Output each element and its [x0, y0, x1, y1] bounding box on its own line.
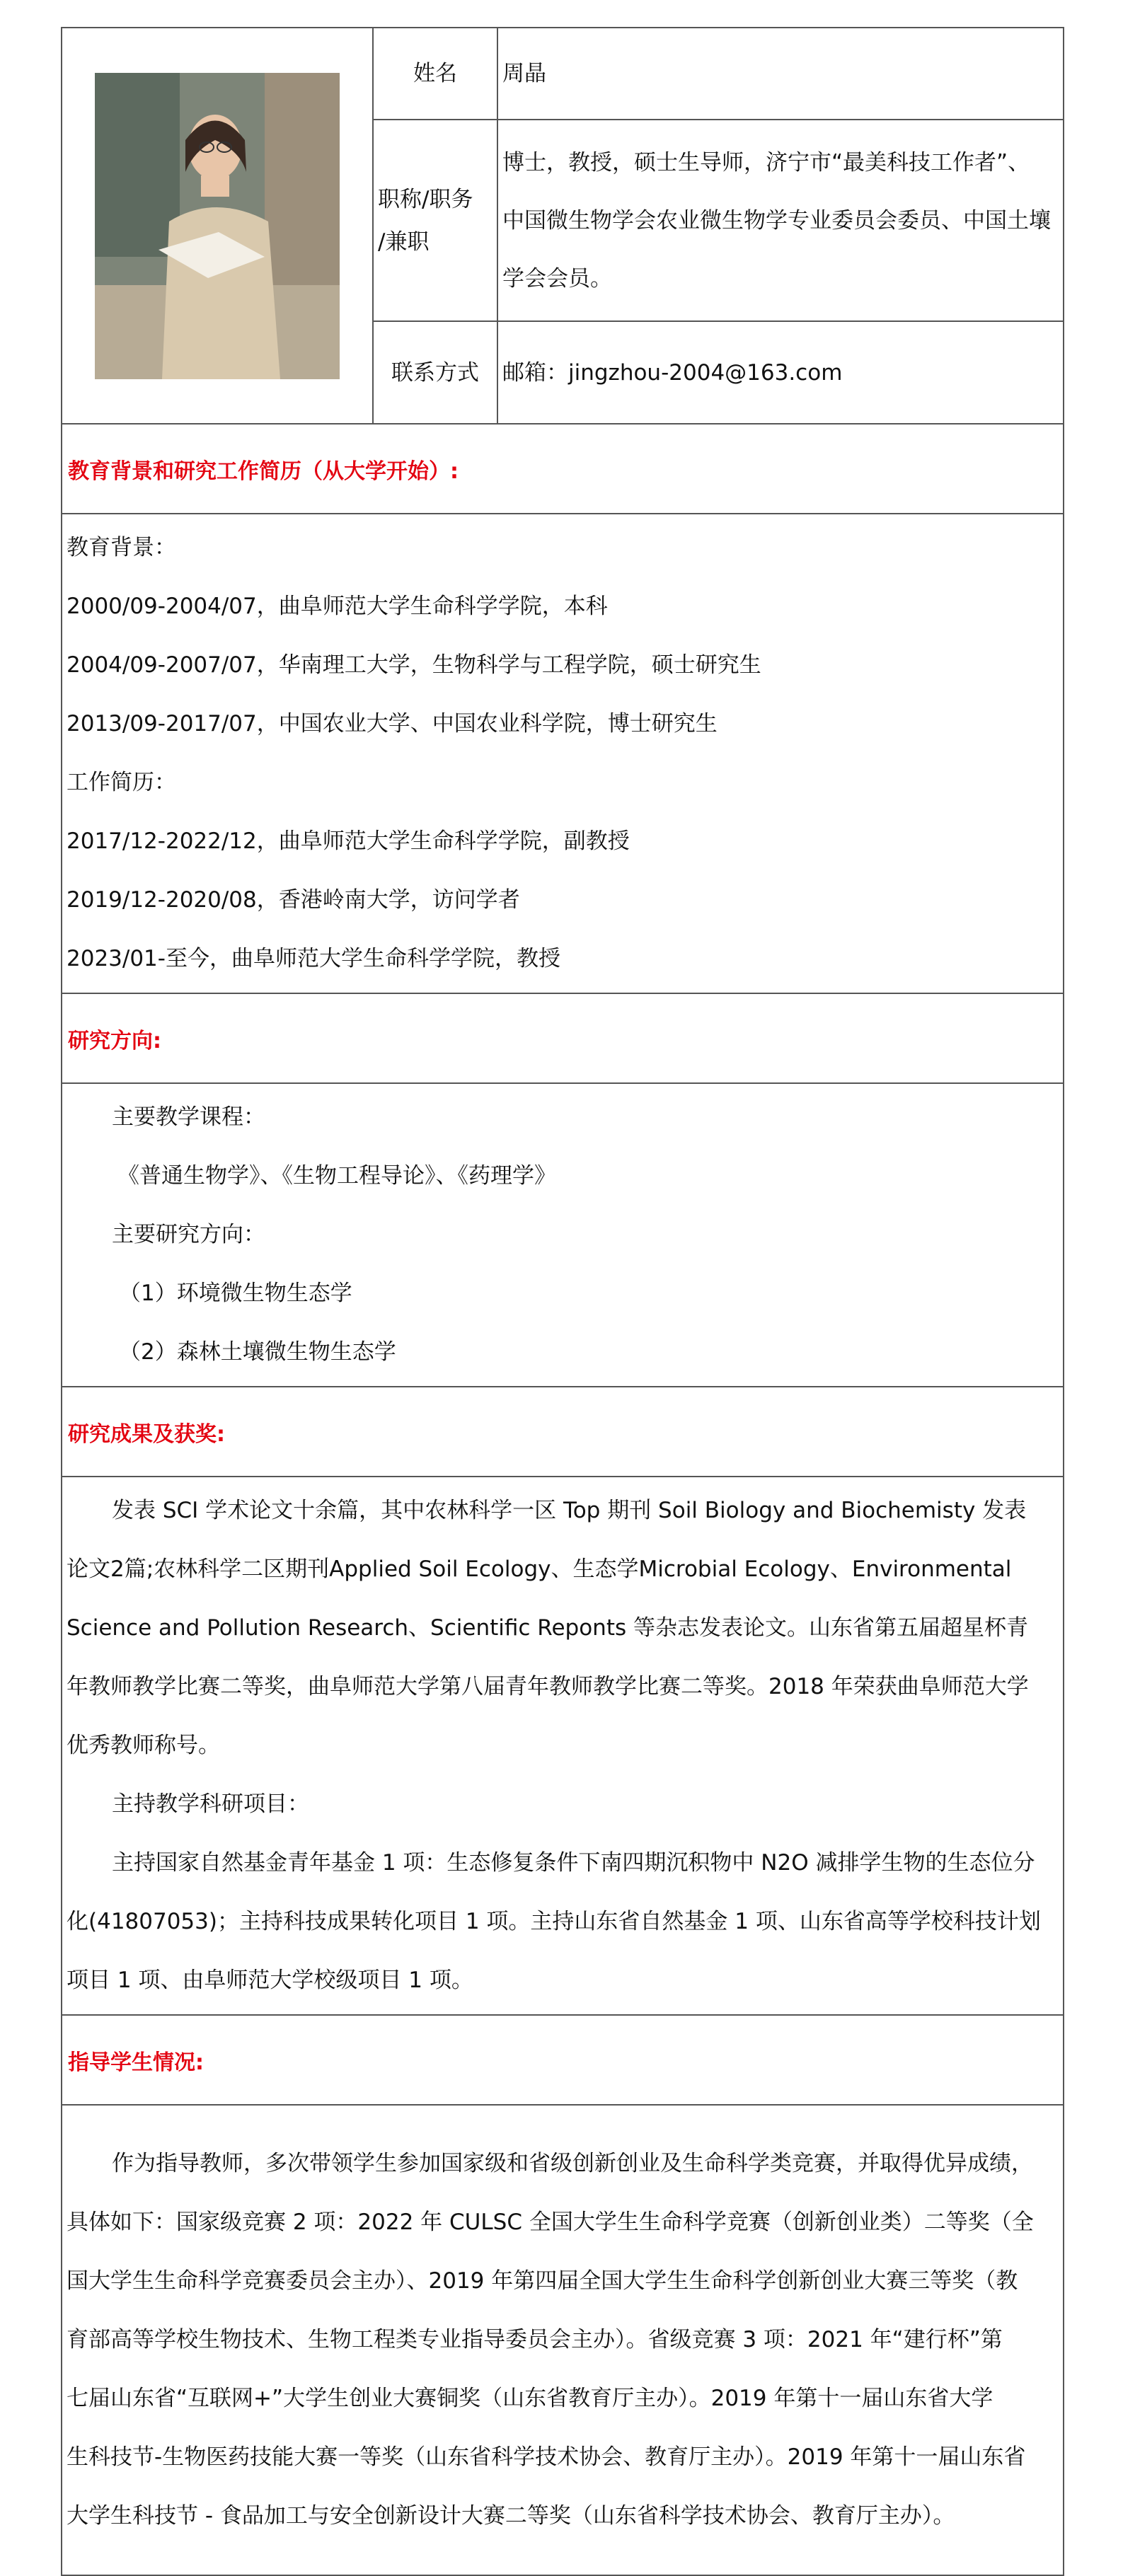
title-value-cell	[497, 120, 1064, 321]
contact-label-cell	[373, 321, 497, 424]
directions-label: 主要研究方向：	[112, 1222, 265, 1247]
contact-label: 联系方式	[391, 359, 479, 386]
title-label-line2: /兼职	[378, 229, 430, 255]
achievements-heading: 研究成果及获奖:	[68, 1421, 225, 1447]
portrait-photo	[95, 73, 340, 379]
education-heading-cell	[62, 424, 1064, 514]
supervision-line: 育部高等学校生物技术、生物工程类专业指导委员会主办）。省级竞赛 3 项：2021 年“建行杯”第	[67, 2327, 1003, 2352]
project-line: 主持国家自然基金青年基金 1 项：生态修复条件下南四期沉积物中 N2O 减排学生物的生态位分	[112, 1850, 1035, 1876]
contact-value-cell	[497, 321, 1064, 424]
title-value-line: 中国微生物学会农业微生物学专业委员会委员、中国土壤	[502, 207, 1051, 233]
cv-table	[61, 27, 1064, 2576]
education-content	[62, 514, 1064, 993]
courses-label: 主要教学课程：	[112, 1104, 265, 1130]
project-line: 项目 1 项、由阜师范大学校级项目 1 项。	[67, 1968, 473, 1993]
education-line: 2017/12-2022/12，曲阜师范大学生命科学学院，副教授	[67, 828, 630, 854]
supervision-content	[62, 2105, 1064, 2575]
cv-page	[61, 27, 1064, 2576]
project-line: 化(41807053)；主持科技成果转化项目 1 项。主持山东省自然基金 1 项、山东省高等学校科技计划	[67, 1909, 1041, 1934]
title-value-line: 博士，教授，硕士生导师，济宁市“最美科技工作者”、	[502, 149, 1030, 175]
education-line: 2019/12-2020/08，香港岭南大学，访问学者	[67, 887, 520, 913]
achievement-line: 年教师教学比赛二等奖，曲阜师范大学第八届青年教师教学比赛二等奖。2018 年荣获曲阜师范大学	[67, 1674, 1029, 1699]
research-heading: 研究方向:	[68, 1028, 161, 1053]
direction-item: （2）森林土壤微生物生态学	[119, 1339, 396, 1365]
education-line: 2023/01-至今，曲阜师范大学生命科学学院，教授	[67, 946, 560, 971]
education-line: 2004/09-2007/07，华南理工大学，生物科学与工程学院，硕士研究生	[67, 652, 761, 678]
title-value-line: 学会会员。	[502, 265, 612, 291]
education-line: 2000/09-2004/07，曲阜师范大学生命科学学院，本科	[67, 594, 608, 619]
direction-item: （1）环境微生物生态学	[119, 1281, 352, 1306]
achievement-line: Science and Pollution Research、Scientific Reponts 等杂志发表论文。山东省第五届超星杯青	[67, 1615, 1028, 1641]
portrait-cell	[62, 28, 373, 424]
education-line: 教育背景：	[67, 535, 176, 560]
education-heading: 教育背景和研究工作简历（从大学开始）:	[68, 458, 459, 484]
name-value-cell	[497, 28, 1064, 120]
portrait-illustration	[95, 73, 340, 379]
education-line: 工作简历：	[67, 770, 176, 795]
achievement-line: 发表 SCI 学术论文十余篇，其中农林科学一区 Top 期刊 Soil Biology and Biochemisty 发表	[112, 1498, 1027, 1523]
supervision-heading: 指导学生情况:	[68, 2050, 204, 2075]
supervision-line: 生科技节-生物医药技能大赛一等奖（山东省科学技术协会、教育厅主办）。2019 年第十一届山东省	[67, 2444, 1026, 2470]
title-label-line1: 职称/职务	[378, 186, 473, 212]
supervision-line: 具体如下：国家级竞赛 2 项：2022 年 CULSC 全国大学生生命科学竞赛（创新创业类）二等奖（全	[67, 2210, 1034, 2235]
name-label-cell	[373, 28, 497, 120]
contact-email[interactable]: 邮箱：jingzhou-2004@163.com	[502, 359, 843, 386]
name-value: 周晶	[502, 61, 546, 86]
supervision-heading-cell	[62, 2015, 1064, 2105]
supervision-line: 大学生科技节 - 食品加工与安全创新设计大赛二等奖（山东省科学技术协会、教育厅主办）。	[67, 2503, 955, 2529]
name-label: 姓名	[413, 61, 457, 86]
achievements-content	[62, 1477, 1064, 2015]
achievements-heading-cell	[62, 1387, 1064, 1477]
achievement-line: 优秀教师称号。	[67, 1733, 220, 1758]
title-label-cell	[373, 120, 497, 321]
research-content	[62, 1083, 1064, 1387]
supervision-line: 七届山东省“互联网+”大学生创业大赛铜奖（山东省教育厅主办）。2019 年第十一届山东省大学	[67, 2386, 994, 2411]
achievement-line: 论文2篇;农林科学二区期刊Applied Soil Ecology、生态学Microbial Ecology、Environmental	[67, 1556, 1012, 1582]
research-heading-cell	[62, 993, 1064, 1083]
supervision-line: 国大学生生命科学竞赛委员会主办）、2019 年第四届全国大学生生命科学创新创业大赛三等奖（教	[67, 2268, 1018, 2294]
projects-label: 主持教学科研项目：	[112, 1791, 309, 1817]
courses-list: 《普通生物学》、《生物工程导论》、《药理学》	[117, 1163, 556, 1189]
supervision-line: 作为指导教师，多次带领学生参加国家级和省级创新创业及生命科学类竞赛，并取得优异成绩，	[112, 2151, 1033, 2176]
education-line: 2013/09-2017/07，中国农业大学、中国农业科学院，博士研究生	[67, 711, 718, 737]
